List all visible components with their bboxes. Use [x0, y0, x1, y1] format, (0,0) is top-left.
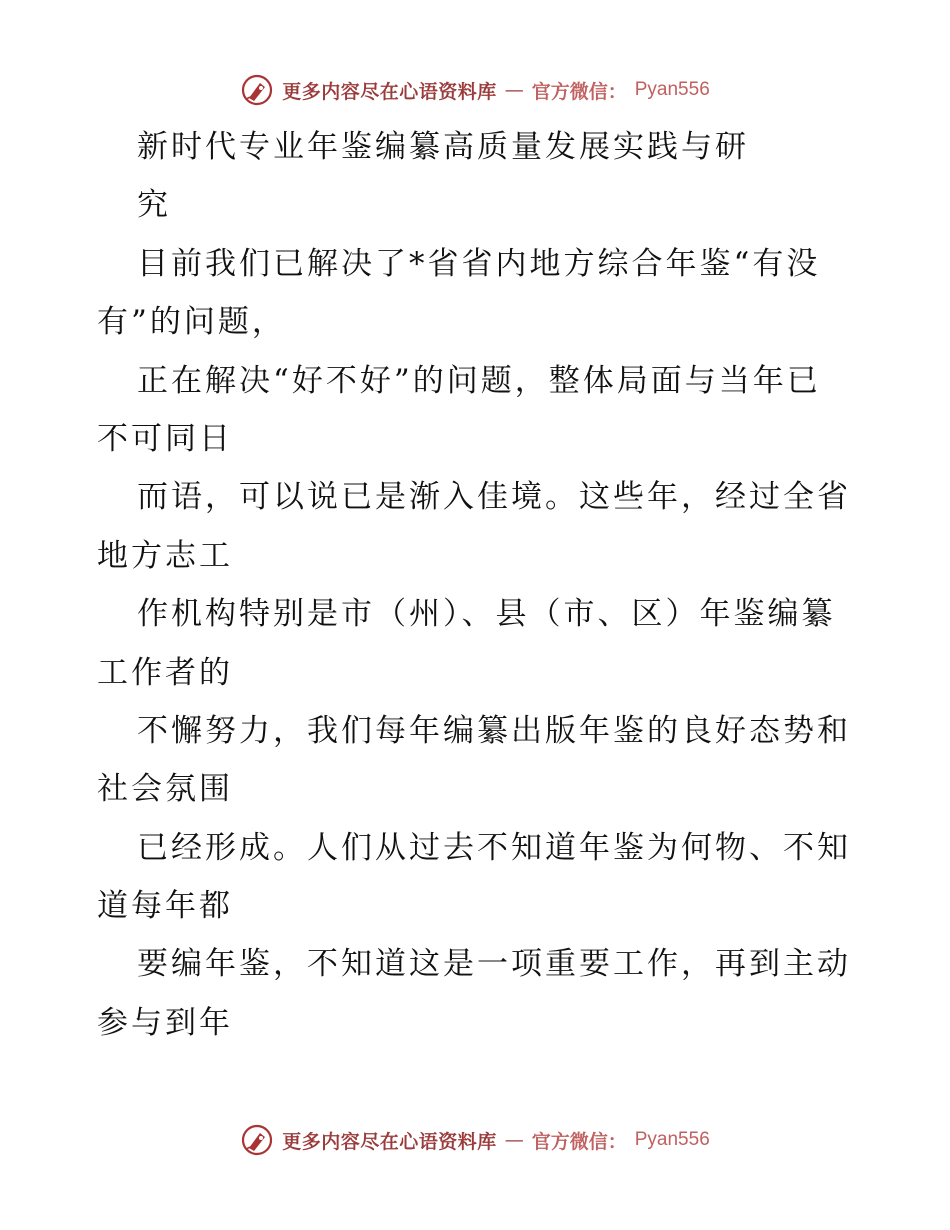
banner-separator: —: [504, 79, 524, 101]
pen-nib-logo-icon: [240, 1123, 274, 1157]
paragraph-line: 已经形成。人们从过去不知道年鉴为何物、不知: [137, 829, 851, 866]
header-banner[interactable]: [0, 70, 950, 110]
paragraph-line: 作机构特别是市（州）、县（市、区）年鉴编纂: [137, 596, 836, 633]
paragraph-line: 要编年鉴，不知道这是一项重要工作，再到主动: [137, 946, 851, 983]
paragraph-line: 不懈努力，我们每年编纂出版年鉴的良好态势和: [137, 712, 851, 749]
banner-separator: —: [504, 1129, 524, 1151]
paragraph-line: 有”的问题，: [97, 304, 286, 341]
paragraph-line: 工作者的: [97, 654, 233, 691]
document-title-line: 新时代专业年鉴编纂高质量发展实践与研: [137, 129, 749, 165]
paragraph-line: 正在解决“好不好”的问题，整体局面与当年已: [137, 362, 821, 399]
paragraph-line: 不可同日: [97, 420, 233, 457]
document-body: [97, 118, 857, 1052]
paragraph-line: 而语，可以说已是渐入佳境。这些年，经过全省: [137, 479, 851, 516]
paragraph-line: 参与到年: [97, 1004, 233, 1041]
banner-wechat-id: Pyan556: [634, 1129, 710, 1150]
banner-wechat-label: 官方微信：: [531, 1130, 627, 1153]
paragraph-line: 道每年都: [97, 888, 233, 925]
banner-wechat-id: Pyan556: [634, 79, 710, 100]
paragraph-line: 社会氛围: [97, 771, 233, 808]
banner-wechat-label: 官方微信：: [531, 80, 627, 103]
pen-nib-logo-icon: [240, 73, 274, 107]
document-title-line: 究: [137, 187, 171, 224]
banner-site-name: 更多内容尽在心语资料库: [282, 80, 497, 103]
footer-banner[interactable]: [0, 1120, 950, 1160]
banner-site-name: 更多内容尽在心语资料库: [282, 1130, 497, 1153]
paragraph-line: 地方志工: [97, 537, 233, 574]
paragraph-line: 目前我们已解决了*省省内地方综合年鉴“有没: [137, 245, 821, 282]
